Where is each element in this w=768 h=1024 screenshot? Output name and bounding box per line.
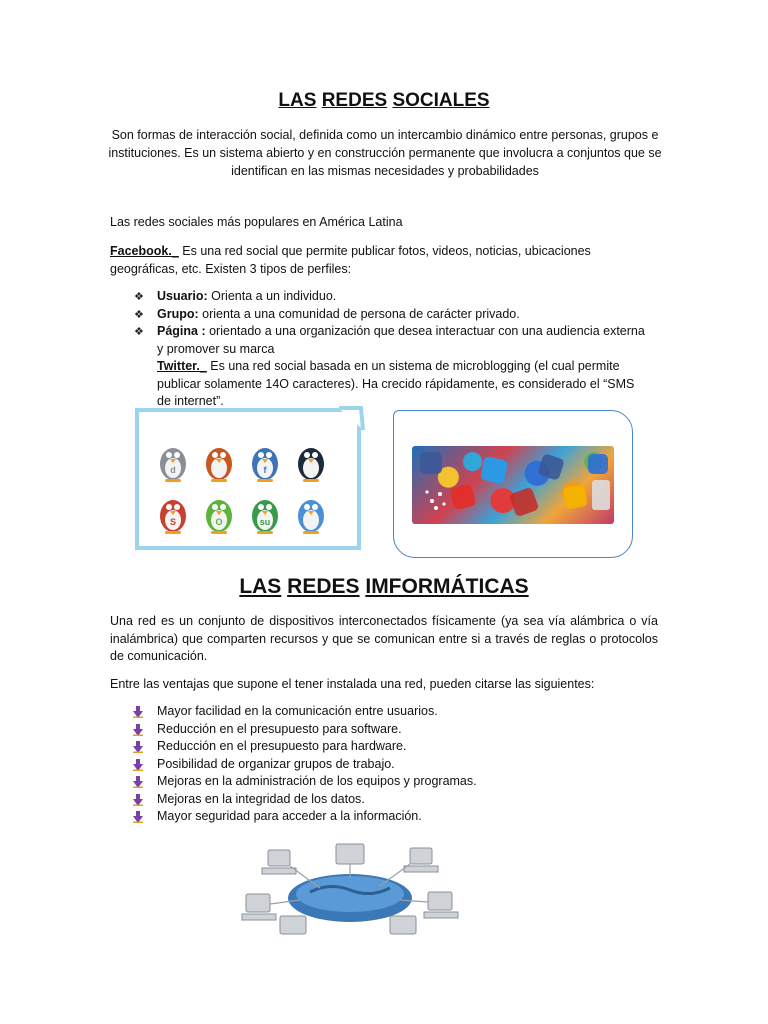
list-item: Reducción en el presupuesto para software. [131, 721, 651, 739]
bird-icon [206, 500, 232, 534]
bird-icon [160, 448, 186, 482]
profile-list [131, 288, 651, 358]
svg-text:S: S [169, 517, 177, 527]
title2-word-2: REDES [287, 575, 360, 598]
facebook-text: Es una red social que permite publicar fotos, videos, noticias, ubicaciones geográficas, etc. Existen 3 tipos de perfiles: [110, 244, 591, 276]
twitter-label: Twitter. [157, 359, 200, 373]
facebook-separator: _ [171, 244, 179, 258]
arrow-down-bullet-icon [133, 794, 143, 806]
page-title [0, 90, 768, 112]
title2-word-3: IMFORMÁTICAS [365, 575, 529, 598]
list-item: Reducción en el presupuesto para hardware. [131, 738, 651, 756]
twitter-paragraph [157, 358, 647, 411]
svg-text:f: f [263, 465, 267, 475]
bird-icon [298, 500, 324, 534]
diamond-bullet-icon: ❖ [134, 308, 144, 321]
title-word-2: REDES [321, 90, 388, 111]
twitter-separator: _ [199, 359, 207, 373]
svg-text:d: d [170, 465, 176, 475]
arrow-down-bullet-icon [133, 776, 143, 788]
intro-paragraph: Son formas de interacción social, definida como un intercambio dinámico entre personas, grupos e instituciones. Es un sistema abierto y en construcción permanente que involucra a conjuntos que se identifican en las mismas necesidades y probabilidades [108, 128, 662, 178]
diamond-bullet-icon: ❖ [134, 291, 144, 303]
list-item: Mayor seguridad para acceder a la información. [131, 808, 651, 826]
section-title [0, 575, 768, 599]
facebook-label: Facebook. [110, 244, 172, 258]
list-item: Mayor facilidad en la comunicación entre usuarios. [131, 703, 651, 721]
popular-heading: Las redes sociales más populares en América Latina [110, 215, 403, 229]
arrow-down-bullet-icon [133, 724, 143, 736]
facebook-paragraph [110, 243, 658, 278]
twitter-text: Es una red social basada en un sistema de microblogging (el cual permite publicar solamente 14O caracteres). Ha crecido rápidamente, es considerado el “SMS de internet”. [157, 359, 635, 408]
list-item: Posibilidad de organizar grupos de trabajo. [131, 756, 651, 774]
bird-icon [252, 448, 278, 482]
list-item: Mejoras en la administración de los equipos y programas. [131, 773, 651, 791]
network-illustration [240, 842, 460, 940]
arrow-down-bullet-icon [133, 759, 143, 771]
list-item: ❖ Usuario: Orienta a un individuo. [131, 288, 651, 306]
list-item: Mejoras en la integridad de los datos. [131, 791, 651, 809]
advantages-list [131, 703, 651, 826]
bird-icons-image [148, 432, 348, 540]
arrow-down-bullet-icon [133, 741, 143, 753]
svg-text:O: O [215, 517, 223, 527]
social-media-collage-image [412, 446, 614, 524]
title-word-3: SOCIALES [392, 90, 490, 111]
bird-icon [298, 448, 324, 482]
advantages-intro: Entre las ventajas que supone el tener instalada una red, pueden citarse las siguientes: [110, 677, 595, 691]
bird-icon [160, 500, 186, 534]
list-item: ❖ Página : orientado a una organización que desea interactuar con una audiencia externa y promover su marca [134, 324, 645, 356]
list-item: ❖ Grupo: orienta a una comunidad de persona de carácter privado. [131, 306, 651, 324]
bird-icon [206, 448, 232, 482]
title-word-1: LAS [278, 90, 317, 111]
arrow-down-bullet-icon [133, 706, 143, 718]
bird-icon [252, 500, 278, 534]
title2-word-1: LAS [239, 575, 282, 598]
svg-text:su: su [259, 517, 271, 527]
diamond-bullet-icon: ❖ [134, 326, 144, 338]
arrow-down-bullet-icon [133, 811, 143, 823]
network-definition: Una red es un conjunto de dispositivos interconectados físicamente (ya sea vía alámbrica o vía inalámbrica) que comparten recursos y que se comunican entre si a través de reglas o protocolos de comunicación. [110, 614, 658, 663]
frame-corner [339, 406, 365, 432]
